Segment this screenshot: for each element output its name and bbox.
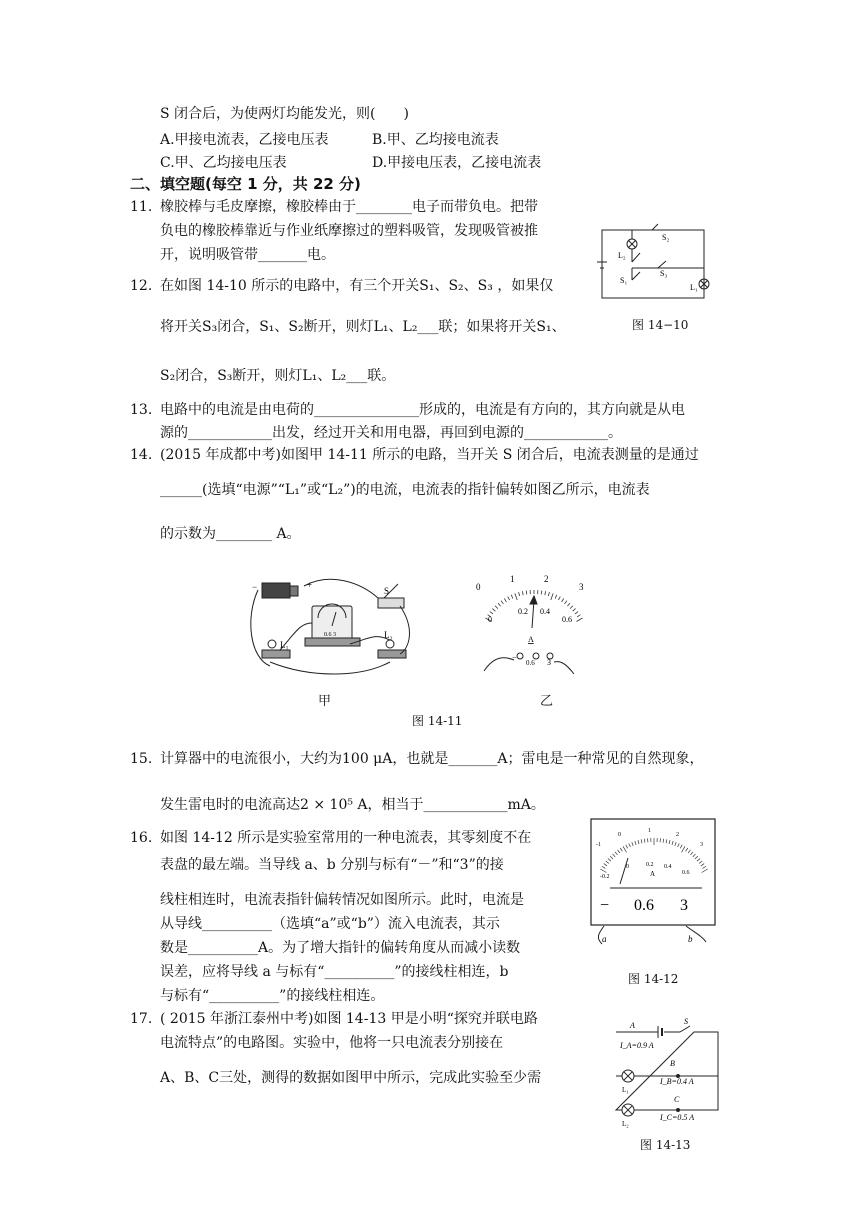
q16-line3: 线柱相连时，电流表指针偏转情况如图所示。此时，电流是: [160, 892, 524, 908]
scale-top-2: 2: [676, 832, 679, 838]
scale-top-2: 2: [544, 574, 549, 584]
terminal-3: 3: [547, 658, 551, 667]
figure-caption: 图 14-12: [628, 972, 679, 986]
question-number: 11.: [130, 199, 153, 215]
meter-terminal-labels: 0.6 3: [324, 632, 336, 638]
scale-top-3: 3: [579, 582, 584, 592]
dial-tick: [548, 592, 549, 596]
dial-tick: [504, 599, 506, 602]
q12-line3: S₂闭合，S₃断开，则灯L₁、L₂___联。: [160, 368, 396, 384]
dial-tick: [526, 591, 527, 595]
dial-tick: [511, 595, 513, 599]
q16-line2: 表盘的最左端。当导线 a、b 分别与标有“－”和“3”的接: [160, 857, 504, 873]
lamp-label-l2: L₂: [384, 630, 393, 640]
scale-bottom-neg0-2: -0.2: [600, 874, 610, 880]
ia-value: I_A=0.9 A: [620, 1041, 654, 1050]
question-number: 13.: [130, 402, 153, 418]
lamp-label-l1: L₁: [280, 640, 289, 650]
dial-tick: [545, 591, 546, 595]
q11-line1: 橡胶棒与毛皮摩擦，橡胶棒由于________电子而带负电。把带: [160, 199, 538, 215]
question-number: 17.: [130, 1011, 153, 1027]
scale-bottom-3: 0.6: [562, 615, 572, 624]
circuit-photo-14-11: [250, 578, 410, 678]
q11-line3: 开，说明吸管带_______电。: [160, 247, 335, 263]
q15-line1: 计算器中的电流很小，大约为100 μA，也就是_______A；雷电是一种常见的自然现象，: [160, 751, 704, 767]
dial-tick: [565, 601, 567, 604]
q17-line2: 电流特点”的电路图。实验中，他将一只电流表分别接在: [160, 1035, 504, 1051]
terminal-3: 3: [680, 897, 688, 914]
label-s1: S₁: [620, 276, 628, 285]
question-stem-continuation: S 闭合后，为使两灯均能发光，则( ): [160, 106, 409, 122]
q16-line7: 与标有“__________”的接线柱相连。: [160, 988, 385, 1004]
figure-caption: 图 14−10: [632, 318, 689, 332]
point-b-label: B: [670, 1059, 675, 1068]
question-number: 16.: [130, 830, 153, 846]
q16-line6: 误差，应将导线 a 与标有“__________”的接线柱相连，b: [160, 964, 509, 980]
q14-line2: ______(选填“电源”“L₁”或“L₂”)的电流，电流表的指针偏转如图乙所示，电流表: [160, 482, 650, 498]
scale-top-1: 1: [648, 828, 651, 834]
ic-value: I_C=0.5 A: [660, 1113, 695, 1122]
label-s3: S₃: [660, 269, 668, 278]
q16-line4: 从导线__________（选填“a”或“b”）流入电流表，其示: [160, 916, 500, 932]
terminal-minus: −: [600, 897, 610, 914]
q11-line2: 负电的橡胶棒靠近与作业纸摩擦过的塑料吸管，发现吸管被推: [160, 223, 538, 239]
battery-plus-label: +: [307, 580, 313, 590]
q17-line1: ( 2015 年浙江泰州中考)如图 14-13 甲是小明“探究并联电路: [160, 1011, 538, 1027]
scale-bottom-0-2: 0.2: [646, 862, 654, 868]
point-c-label: C: [674, 1095, 680, 1104]
option-d: D.甲接电压表，乙接电流表: [372, 155, 542, 171]
q15-line2: 发生雷电时的电流高达2 × 10⁵ A，相当于____________mA。: [160, 797, 545, 813]
wire-a-label: a: [602, 934, 607, 944]
terminal-0-6: 0.6: [526, 659, 535, 667]
dial-tick: [570, 606, 573, 609]
label-l2: L₂: [618, 251, 626, 260]
q13-line2: 源的____________出发，经过开关和用电器，再回到电源的____________。: [160, 425, 622, 441]
q14-line1: (2015 年成都中考)如图甲 14-11 所示的电路，当开关 S 闭合后，电流表测量的是通过: [160, 447, 699, 463]
label-l1: L₁: [690, 283, 698, 292]
option-b: B.甲、乙均接电流表: [372, 132, 499, 148]
scale-top-0: 0: [476, 582, 481, 592]
subfigure-label-left: 甲: [318, 694, 332, 709]
lamp-l2-label: L₂: [622, 1120, 629, 1128]
circuit-diagram-14-10: [600, 228, 720, 308]
unit-label: A: [650, 870, 656, 878]
q12-line1: 在如图 14-10 所示的电路中，有三个开关S₁、S₂、S₃ ，如果仅: [160, 278, 554, 294]
label-s2: S₂: [662, 233, 670, 242]
dial-tick: [492, 609, 495, 612]
q16-line5: 数是__________A。为了增大指针的偏转角度从而减小读数: [160, 940, 521, 956]
q17-line3: A、B、C三处，测得的数据如图甲中所示，完成此实验至少需: [160, 1070, 542, 1086]
q12-line2: 将开关S₃闭合，S₁、S₂断开，则灯L₁、L₂___联；如果将开关S₁、: [160, 319, 566, 335]
figure-caption: 图 14-13: [640, 1138, 691, 1152]
question-number: 14.: [130, 447, 153, 463]
dial-tick: [562, 599, 564, 602]
terminal-minus: −: [512, 653, 517, 662]
dial-tick: [519, 592, 520, 596]
scale-top-neg1: -1: [596, 842, 601, 848]
dial-tick: [490, 612, 493, 614]
scale-bottom-1: 0.2: [518, 607, 528, 616]
dial-tick: [567, 603, 570, 606]
dial-tick: [551, 593, 553, 600]
section-title: 二、填空题(每空 1 分，共 22 分): [130, 175, 361, 193]
dial-tick: [575, 612, 578, 614]
switch-s-label: S: [684, 1017, 688, 1026]
q14-line3: 的示数为________ A。: [160, 526, 301, 542]
switch-label: S: [384, 586, 390, 596]
scale-bottom-0-6: 0.6: [682, 870, 690, 876]
dial-tick: [555, 595, 557, 599]
option-c: C.甲、乙均接电压表: [160, 155, 287, 171]
dial-tick: [573, 609, 576, 612]
lamp-l1-label: L₁: [622, 1086, 629, 1094]
subfigure-label-right: 乙: [540, 694, 554, 709]
scale-bottom-0: 0: [488, 615, 492, 624]
parallel-circuit-14-13: [614, 1018, 724, 1128]
scale-top-1: 1: [510, 574, 515, 584]
dial-tick: [577, 615, 580, 617]
point-a-label: A: [630, 1021, 635, 1030]
dial-tick: [501, 601, 503, 604]
ammeter-dial-14-11: [474, 576, 594, 676]
option-a: A.甲接电流表，乙接电压表: [160, 132, 329, 148]
figure-caption: 图 14-11: [412, 714, 463, 728]
scale-bottom-0: 0: [626, 864, 629, 870]
terminal-0-6: 0.6: [634, 897, 654, 914]
dial-tick: [541, 591, 542, 595]
dial-tick: [498, 603, 501, 606]
q13-line1: 电路中的电流是由电荷的_______________形成的，电流是有方向的，其方向就是从电: [160, 402, 685, 418]
scale-bottom-2: 0.4: [540, 607, 550, 616]
dial-tick: [508, 597, 510, 601]
question-number: 12.: [130, 278, 153, 294]
scale-bottom-0-4: 0.4: [664, 864, 672, 870]
dial-tick: [576, 618, 582, 622]
dial-tick: [558, 597, 560, 601]
ib-value: I_B=0.4 A: [660, 1077, 694, 1086]
scale-top-3: 3: [700, 842, 703, 848]
unit-label: A: [528, 635, 534, 644]
ammeter-14-12: [590, 818, 720, 948]
question-number: 15.: [130, 751, 153, 767]
dial-tick: [515, 593, 517, 600]
dial-tick: [522, 591, 523, 595]
scale-top-0: 0: [618, 832, 621, 838]
q16-line1: 如图 14-12 所示是实验室常用的一种电流表，其零刻度不在: [160, 830, 532, 846]
dial-tick: [495, 606, 498, 609]
wire-b-label: b: [688, 934, 693, 944]
battery-minus-label: −: [252, 582, 258, 592]
